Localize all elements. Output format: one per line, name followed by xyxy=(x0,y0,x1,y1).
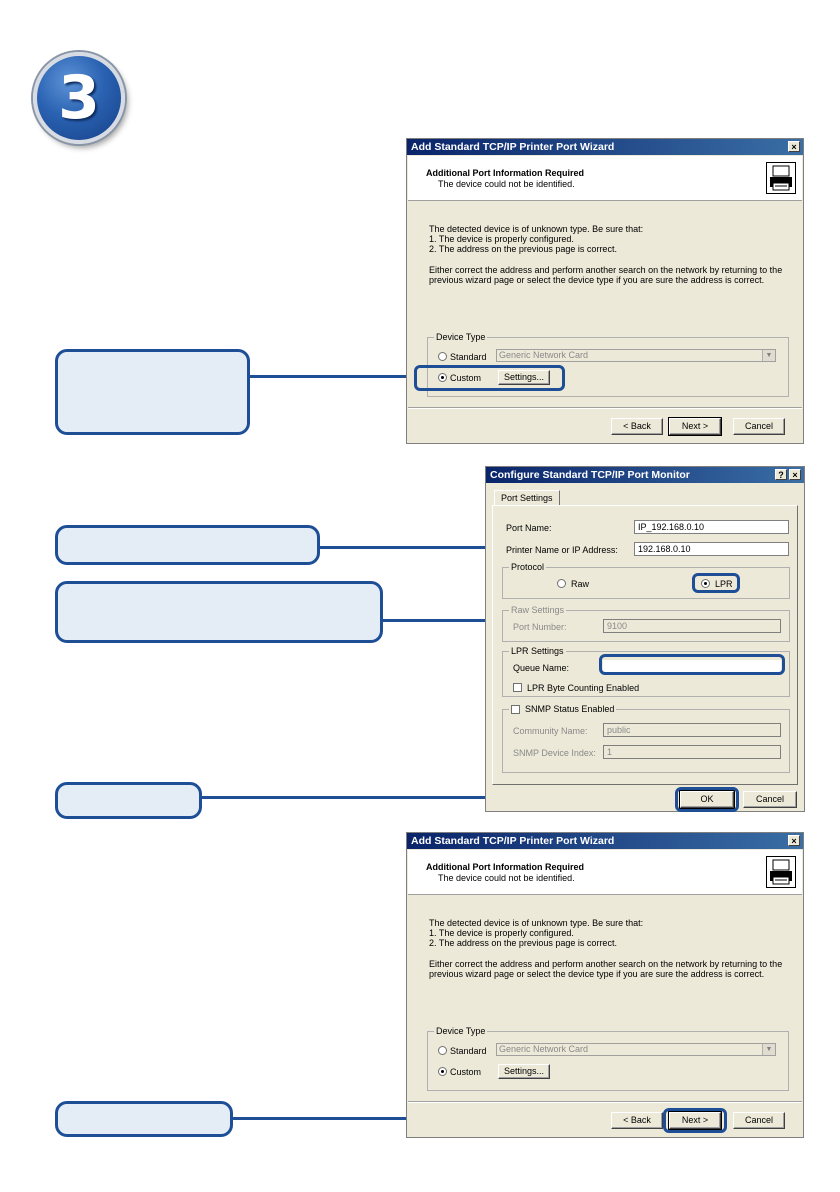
back-button-2[interactable]: < Back xyxy=(611,1112,663,1129)
snmp-legend xyxy=(509,704,616,714)
port-number-label: Port Number: xyxy=(513,622,567,632)
lpr-settings-legend: LPR Settings xyxy=(511,646,564,656)
highlight-custom-settings xyxy=(414,365,565,391)
custom-label: Custom xyxy=(450,373,482,383)
wizard2-title: Add Standard TCP/IP Printer Port Wizard xyxy=(411,835,615,847)
header2-title: Additional Port Information Required xyxy=(426,862,584,872)
body-text-4: Either correct the address and perform another search on the network by returning to the xyxy=(429,265,783,275)
lpr-label: LPR xyxy=(715,579,733,589)
monitor-cancel-button[interactable]: Cancel xyxy=(743,791,797,808)
device-type-group-2 xyxy=(427,1026,789,1091)
snmp-checkbox[interactable] xyxy=(511,705,520,714)
standard-radio[interactable] xyxy=(438,352,447,361)
wizard-window-bottom xyxy=(406,832,804,1138)
printer-icon xyxy=(766,162,796,194)
callout-click-next xyxy=(55,1101,233,1137)
raw-label: Raw xyxy=(571,579,590,589)
snmp-label: SNMP Status Enabled xyxy=(525,704,615,714)
footer-separator xyxy=(408,407,802,409)
body2-text-4: Either correct the address and perform another search on the network by returning to the xyxy=(429,959,783,969)
help-icon[interactable]: ? xyxy=(775,469,787,480)
protocol-legend: Protocol xyxy=(511,562,545,572)
snmp-index-label: SNMP Device Index: xyxy=(513,748,596,758)
device-type-legend-2: Device Type xyxy=(436,1026,486,1036)
device-type-combo[interactable] xyxy=(496,349,776,362)
highlight-lpr xyxy=(692,573,740,593)
connector-line-custom xyxy=(250,375,413,378)
community-name-input[interactable]: public xyxy=(603,723,781,737)
standard-radio-2[interactable] xyxy=(438,1046,447,1055)
body2-text-3: 2. The address on the previous page is correct. xyxy=(429,938,617,948)
printer-ip-input[interactable]: 192.168.0.10 xyxy=(634,542,789,556)
byte-counting-label: LPR Byte Counting Enabled xyxy=(527,683,640,693)
device-type-legend: Device Type xyxy=(436,332,486,342)
custom-radio-2[interactable] xyxy=(438,1067,447,1076)
snmp-group xyxy=(502,704,790,773)
monitor-title-bar xyxy=(486,467,804,483)
printer-icon xyxy=(766,856,796,888)
callout-click-ok xyxy=(55,782,202,819)
raw-settings-group xyxy=(502,605,790,642)
custom-label-2: Custom xyxy=(450,1067,482,1077)
raw-radio[interactable] xyxy=(557,579,566,588)
wizard-header xyxy=(408,156,802,201)
port-number-input[interactable]: 9100 xyxy=(603,619,781,633)
port-monitor-window xyxy=(485,466,805,812)
header-title: Additional Port Information Required xyxy=(426,168,584,178)
tab-port-settings[interactable]: Port Settings xyxy=(494,490,560,505)
body2-text-5: previous wizard page or select the device type if you are sure the address is correct. xyxy=(429,969,765,979)
next-button-2[interactable]: Next > xyxy=(669,1112,721,1129)
port-name-input[interactable]: IP_192.168.0.10 xyxy=(634,520,789,534)
settings-button[interactable]: Settings... xyxy=(498,370,550,385)
header2-subtitle: The device could not be identified. xyxy=(438,873,575,883)
printer-name-label: Printer Name or IP Address: xyxy=(506,545,618,555)
standard-label-2: Standard xyxy=(450,1046,487,1056)
highlight-ok xyxy=(675,787,739,812)
step-number-badge xyxy=(33,52,125,144)
chevron-down-icon[interactable]: ▼ xyxy=(762,1044,775,1055)
body-text-3: 2. The address on the previous page is correct. xyxy=(429,244,617,254)
protocol-group xyxy=(502,562,790,599)
wizard-title: Add Standard TCP/IP Printer Port Wizard xyxy=(411,141,615,153)
step-number: 3 xyxy=(58,63,100,133)
monitor-title: Configure Standard TCP/IP Port Monitor xyxy=(490,469,690,481)
queue-name-label: Queue Name: xyxy=(513,663,570,673)
callout-enter-queue-name xyxy=(55,581,383,643)
chevron-down-icon[interactable]: ▼ xyxy=(762,350,775,361)
wizard-title-bar xyxy=(407,139,803,155)
snmp-index-input[interactable]: 1 xyxy=(603,745,781,759)
community-name-label: Community Name: xyxy=(513,726,588,736)
body-text-2: 1. The device is properly configured. xyxy=(429,234,574,244)
highlight-next xyxy=(663,1108,727,1133)
back-button[interactable]: < Back xyxy=(611,418,663,435)
port-name-label: Port Name: xyxy=(506,523,552,533)
wizard-window-top xyxy=(406,138,804,444)
combo-value: Generic Network Card xyxy=(499,350,589,360)
byte-counting-checkbox[interactable] xyxy=(513,683,522,692)
highlight-queue-name xyxy=(599,654,785,675)
standard-label: Standard xyxy=(450,352,487,362)
device-type-combo-2[interactable] xyxy=(496,1043,776,1056)
wizard2-title-bar xyxy=(407,833,803,849)
next-button[interactable]: Next > xyxy=(669,418,721,435)
cancel-button-2[interactable]: Cancel xyxy=(733,1112,785,1129)
body2-text-2: 1. The device is properly configured. xyxy=(429,928,574,938)
cancel-button[interactable]: Cancel xyxy=(733,418,785,435)
close-icon[interactable]: × xyxy=(788,835,800,846)
footer-separator-2 xyxy=(408,1101,802,1103)
callout-select-lpr xyxy=(55,525,320,565)
settings-button-2[interactable]: Settings... xyxy=(498,1064,550,1079)
header-subtitle: The device could not be identified. xyxy=(438,179,575,189)
body2-text-1: The detected device is of unknown type. Be sure that: xyxy=(429,918,644,928)
ok-button[interactable]: OK xyxy=(680,791,734,808)
close-icon[interactable]: × xyxy=(789,469,801,480)
raw-settings-legend: Raw Settings xyxy=(511,605,565,615)
combo-value-2: Generic Network Card xyxy=(499,1044,589,1054)
body-text-1: The detected device is of unknown type. Be sure that: xyxy=(429,224,644,234)
close-icon[interactable]: × xyxy=(788,141,800,152)
body-text-5: previous wizard page or select the device type if you are sure the address is correct. xyxy=(429,275,765,285)
wizard2-header xyxy=(408,850,802,895)
callout-select-custom xyxy=(55,349,250,435)
